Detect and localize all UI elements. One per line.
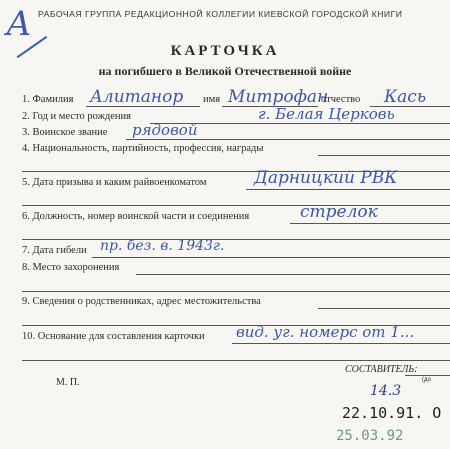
field-label-birth: 2. Год и место рождения (22, 111, 131, 122)
field-row-10 (0, 323, 450, 347)
field-label-position: 6. Должность, номер воинской части и соединения (22, 211, 250, 222)
handwritten-date-3: 25.03.92 (336, 428, 404, 444)
field-label-burial: 8. Место захоронения (22, 262, 120, 273)
field-row-5-cont (0, 193, 450, 209)
field-line-burial-2 (22, 291, 450, 292)
corner-mark: А (6, 4, 32, 44)
death-value: пр. без. в. 1943г. (100, 238, 225, 254)
field-line-position (290, 223, 450, 224)
field-line-burial (136, 274, 450, 275)
compiler-line (405, 375, 450, 376)
handwritten-date-2: 22.10.91. О (342, 404, 442, 422)
field-label-rank: 3. Воинское звание (22, 127, 108, 138)
field-row-8-cont (0, 279, 450, 295)
field-label-patronymic: отчество (321, 94, 361, 105)
field-row-10-cont (0, 348, 450, 364)
field-label-basis: 10. Основание для составления карточки (22, 331, 205, 342)
rank-value: рядовой (132, 121, 198, 139)
field-label-death: 7. Дата гибели (22, 245, 87, 256)
field-label-name: имя (203, 94, 221, 105)
field-row-3 (0, 121, 450, 143)
field-label-surname: 1. Фамилия (22, 94, 74, 105)
stamp-label: М. П. (56, 377, 80, 388)
field-line-rank (126, 139, 450, 140)
field-row-7 (0, 238, 450, 261)
handwritten-date-1: 14.3 (370, 383, 402, 399)
surname-value: Алитанор (90, 87, 184, 107)
basis-value: вид. уг. номерс от 1... (236, 323, 415, 341)
card-title: КАРТОЧКА (170, 43, 280, 59)
card-subtitle: на погибшего в Великой Отечественной войне (98, 64, 352, 78)
compiler-hint: (до (422, 377, 431, 383)
field-label-relatives: 9. Сведения о родственниках, адрес местожительства (22, 296, 261, 307)
compiler-label: СОСТАВИТЕЛЬ: (345, 364, 418, 375)
conscription-value: Дарницкий РВК (254, 168, 398, 188)
birth-value: г. Белая Церковь (258, 105, 395, 123)
field-row-2 (0, 105, 450, 127)
field-line-nationality (318, 155, 450, 156)
field-line-relatives (318, 308, 450, 309)
field-row-5 (0, 168, 450, 193)
field-row-6 (0, 202, 450, 227)
field-line-death (92, 257, 450, 258)
position-value: стрелок (300, 202, 378, 222)
field-line-conscription (246, 189, 450, 190)
field-row-6-cont (0, 227, 450, 243)
field-row-4 (0, 143, 450, 159)
patronymic-value: Кась (384, 87, 427, 107)
field-row-8 (0, 262, 450, 278)
organization-header: РАБОЧАЯ ГРУППА РЕДАКЦИОННОЙ КОЛЛЕГИИ КИЕВСКОЙ ГОРОДСКОЙ КНИГИ (38, 9, 403, 19)
field-label-nationality: 4. Национальность, партийность, профессия, награды (22, 143, 264, 154)
name-value: Митрофан (228, 87, 329, 107)
field-label-conscription: 5. Дата призыва и каким райвоенкоматом (22, 177, 207, 188)
field-line-conscription-2 (22, 205, 450, 206)
field-line-basis-2 (22, 360, 450, 361)
field-line-basis (232, 343, 450, 344)
field-row-9 (0, 296, 450, 312)
field-line-position-2 (22, 239, 450, 240)
